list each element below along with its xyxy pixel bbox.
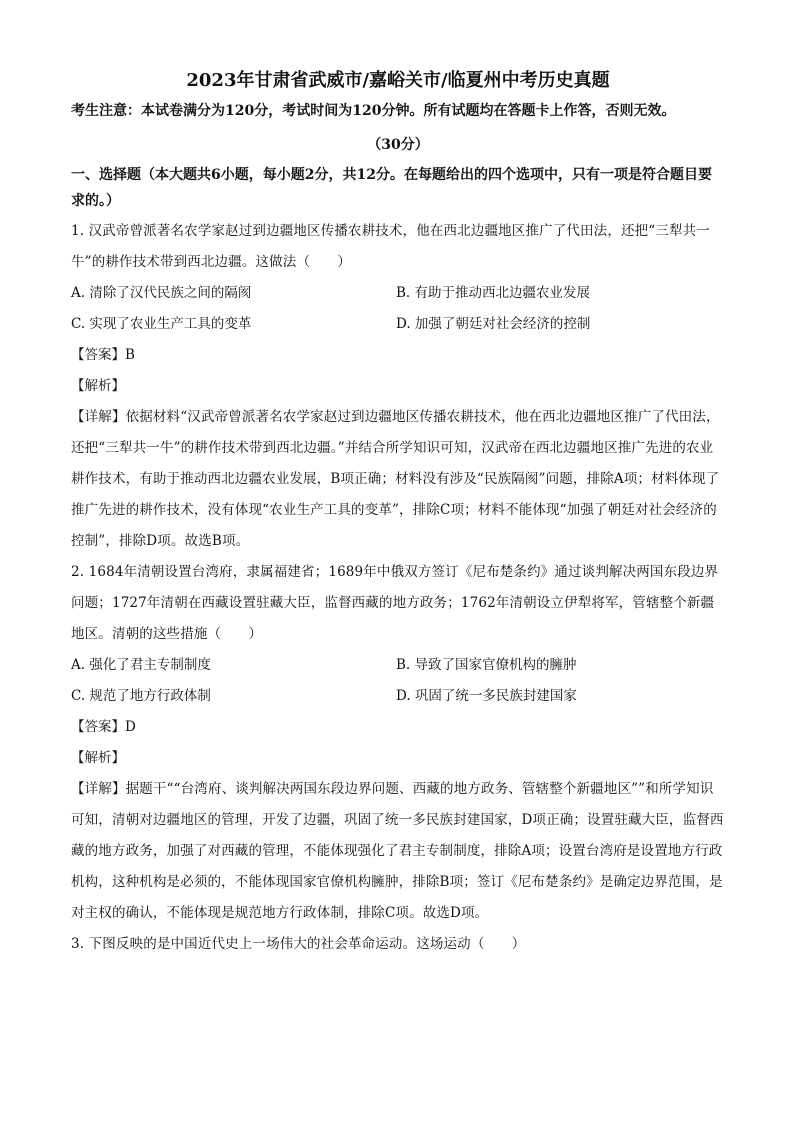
page-content [71,68,725,960]
answer-value: B [125,347,135,363]
analysis-label: 【解析】 [71,378,125,394]
question-3 [71,929,725,960]
option-b: B. 有助于推动西北边疆农业发展 [396,285,591,301]
answer-label: 【答案】 [71,347,125,363]
question-stem: 1. 汉武帝曾派著名农学家赵过到边疆地区传播农耕技术，他在西北边疆地区推广了代田法，还把“三犁共一牛”的耕作技术带到西北边疆。这做法（ ） [71,223,710,270]
section-heading: 一、选择题（本大题共6小题，每小题2分，共12分。在每题给出的四个选项中，只有一项是符合题目要求的。） [71,167,712,209]
answer-line [71,340,725,371]
option-a: A. 强化了君主专制制度 [71,657,211,673]
answer-line [71,712,725,743]
detail-text: 据题干““台湾府、谈判解决两国东段边界问题、西藏的地方政务、管辖整个新疆地区””和所学知识可知，清朝对边疆地区的管理，开发了边疆，巩固了统一多民族封建国家，D项正确；设置驻藏大臣，监督西藏的地方政务，加强了对西藏的管理，不能体现强化了君主专制制度，排除A项；设置台湾府是设置地方行政机构，这种机构是必须的，不能体现国家官僚机构臃肿，排除B项；签订《尼布楚条约》是确定边界范围，是对主权的确认，不能体现是规范地方行政体制，排除C项。故选D项。 [71,781,724,921]
section-score: （30分） [367,137,429,153]
option-a: A. 清除了汉代民族之间的隔阂 [71,285,252,301]
question-stem: 2. 1684年清朝设置台湾府，隶属福建省；1689年中俄双方签订《尼布楚条约》通过谈判解决两国东段边界问题；1727年清朝在西藏设置驻藏大臣，监督西藏的地方政务；1762年清朝设立伊犁将军，管辖整个新疆地区。清朝的这些措施（ ） [71,564,719,642]
option-c: C. 规范了地方行政体制 [71,688,211,704]
detail-paragraph [71,774,725,929]
question-1 [71,216,725,557]
detail-label: 【详解】 [71,409,126,425]
question-stem: 3. 下图反映的是中国近代史上一场伟大的社会革命运动。这场运动（ ） [71,936,526,952]
exam-notice: 考生注意：本试卷满分为120分，考试时间为120分钟。所有试题均在答题卡上作答，否则无效。 [71,103,676,119]
option-b: B. 导致了国家官僚机构的臃肿 [396,657,577,673]
question-2 [71,557,725,929]
analysis-label: 【解析】 [71,750,125,766]
detail-label: 【详解】 [71,781,126,797]
detail-paragraph [71,402,725,557]
page-title: 2023年甘肃省武威市/嘉峪关市/临夏州中考历史真题 [186,70,610,91]
options-grid [71,278,725,340]
answer-label: 【答案】 [71,719,125,735]
answer-value: D [125,719,136,735]
option-d: D. 加强了朝廷对社会经济的控制 [396,316,591,332]
option-d: D. 巩固了统一多民族封建国家 [396,688,577,704]
options-grid [71,650,725,712]
detail-text: 依据材料“汉武帝曾派著名农学家赵过到边疆地区传播农耕技术，他在西北边疆地区推广了代田法，还把“三犁共一牛”的耕作技术带到西北边疆。”并结合所学知识可知，汉武帝在西北边疆地区推广先进的农业耕作技术，有助于推动西北边疆农业发展，B项正确；材料没有涉及“民族隔阂”问题，排除A项；材料体现了推广先进的耕作技术，没有体现“农业生产工具的变革”，排除C项；材料不能体现“加强了朝廷对社会经济的控制”，排除D项。故选B项。 [71,409,720,549]
option-c: C. 实现了农业生产工具的变革 [71,316,252,332]
